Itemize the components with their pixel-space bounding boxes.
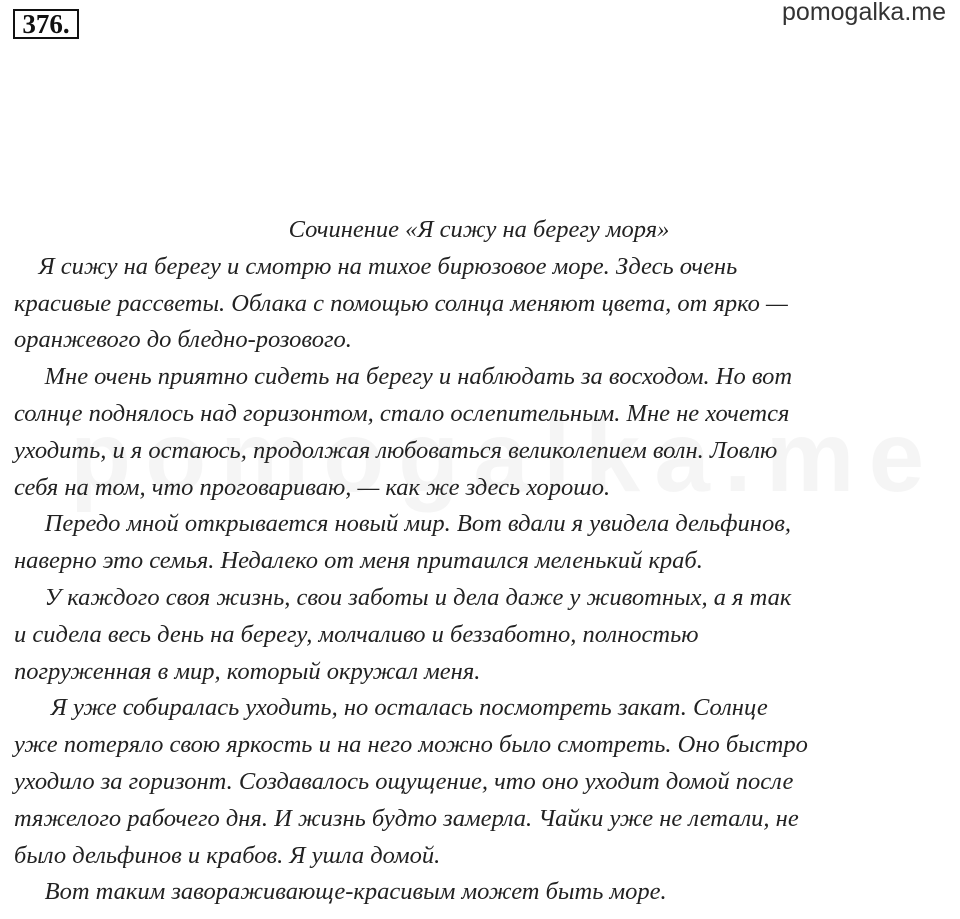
essay-body [14,249,944,911]
essay-line: Мне очень приятно сидеть на берегу и наблюдать за восходом. Но вот [14,363,793,391]
essay-line: Я сижу на берегу и смотрю на тихое бирюзовое море. Здесь очень [14,252,738,280]
essay-line: и сидела весь день на берегу, молчаливо и беззаботно, полностью [14,620,699,648]
task-number-box: 376. [13,9,79,39]
essay-line: уходило за горизонт. Создавалось ощущение, что оно уходит домой после [14,767,794,795]
essay-line: уже потеряло свою яркость и на него можно было смотреть. Оно быстро [14,731,808,759]
essay-line: было дельфинов и крабов. Я ушла домой. [14,841,441,869]
essay-line: оранжевого до бледно-розового. [14,326,352,354]
essay-line: погруженная в мир, который окружал меня. [14,657,481,685]
essay-line: красивые рассветы. Облака с помощью солнца меняют цвета, от ярко — [14,289,788,317]
essay-line: У каждого своя жизнь, свои заботы и дела даже у животных, а я так [14,583,792,611]
essay-line: Передо мной открывается новый мир. Вот вдали я увидела дельфинов, [14,510,791,538]
essay-line: Я уже собиралась уходить, но осталась посмотреть закат. Солнце [14,694,768,722]
essay-line: тяжелого рабочего дня. И жизнь будто замерла. Чайки уже не летали, не [14,804,799,832]
site-name: pomogalka.me [782,0,946,26]
essay-line: наверно это семья. Недалеко от меня притаился меленький краб. [14,547,703,575]
essay-title: Сочинение «Я сижу на берегу моря» [288,216,670,243]
essay-line: уходить, и я остаюсь, продолжая любоваться великолепием волн. Ловлю [14,436,778,464]
essay-line: Вот таким завораживающе-красивым может быть море. [14,878,667,906]
essay-line: солнце поднялось над горизонтом, стало ослепительным. Мне не хочется [14,399,790,427]
essay-line: себя на том, что проговариваю, — как же здесь хорошо. [14,473,611,501]
essay-text [14,212,944,911]
